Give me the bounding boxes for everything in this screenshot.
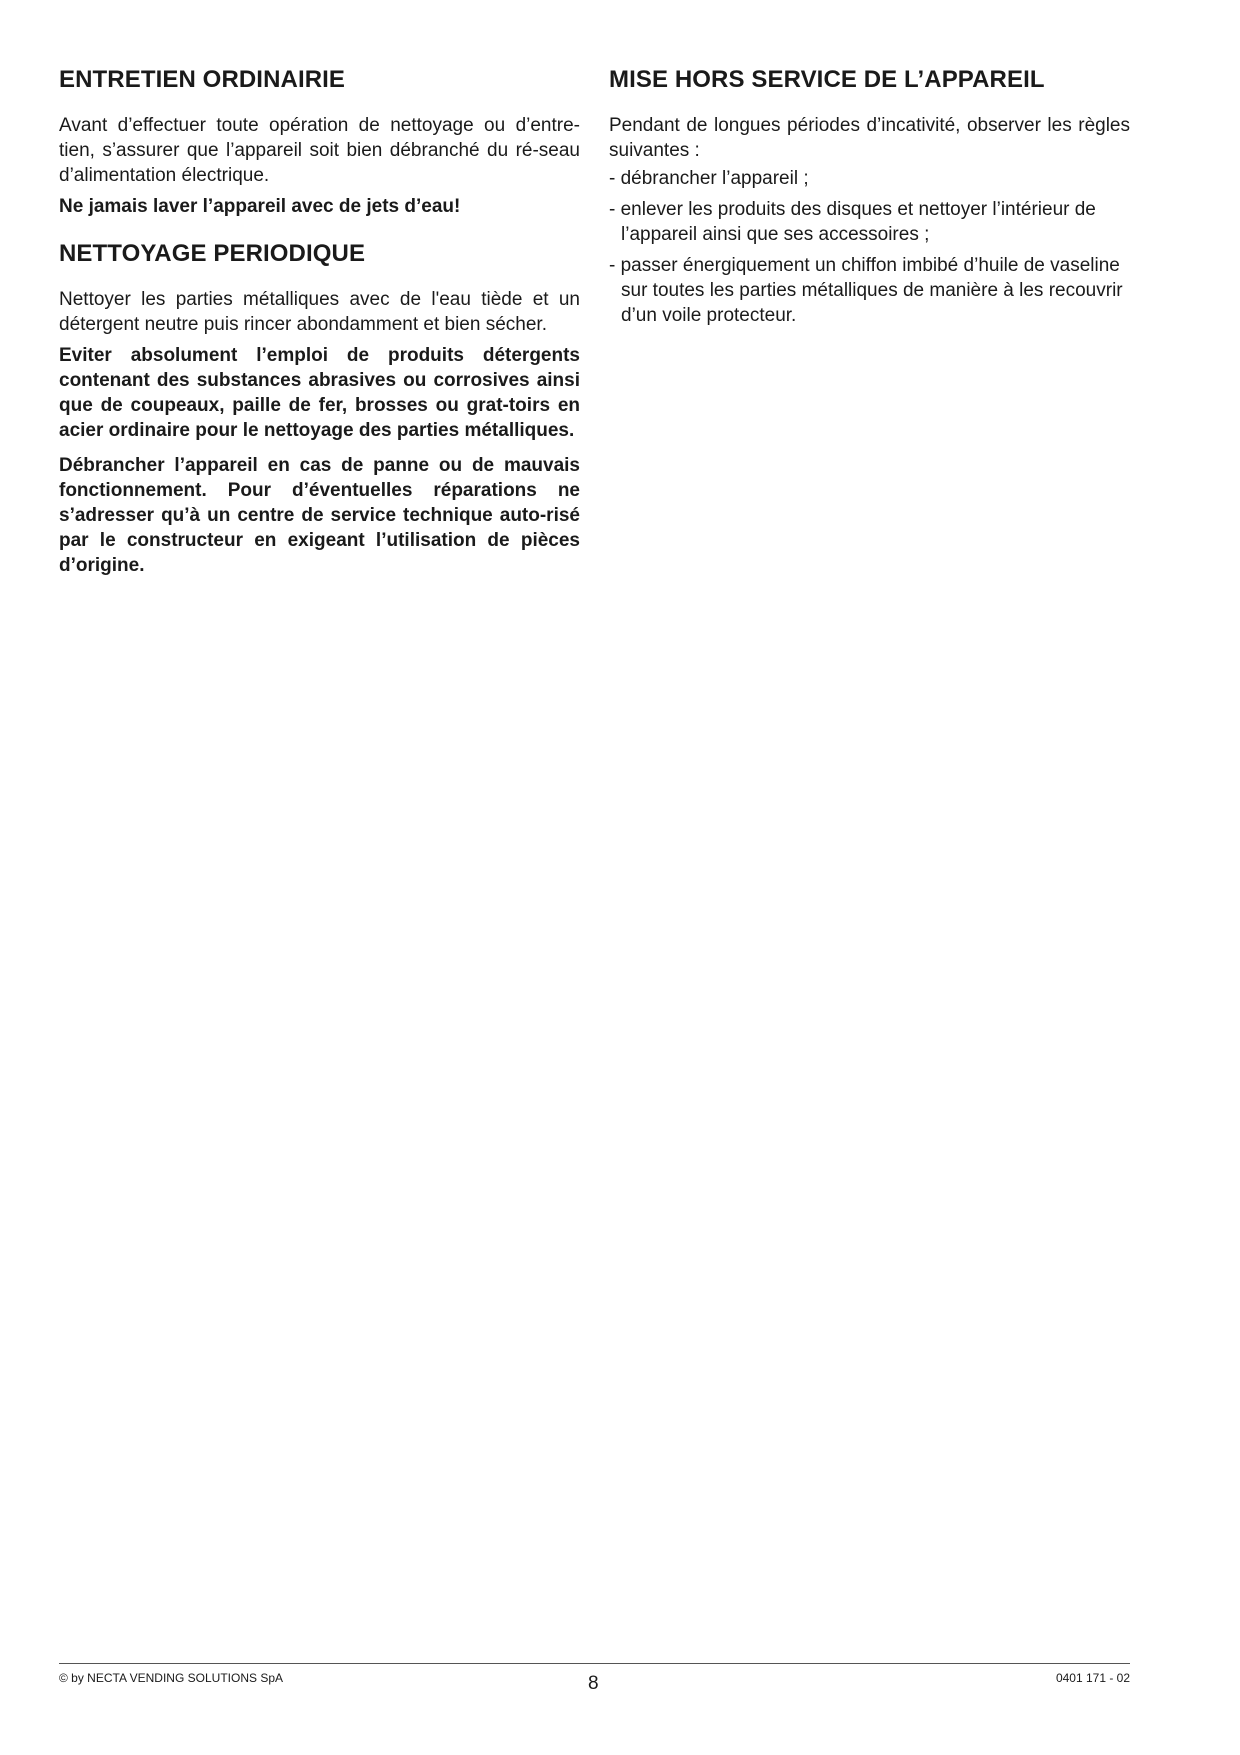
left-column (59, 66, 580, 578)
nettoyage-warning-panne: Débrancher l’appareil en cas de panne ou de mauvais fonctionnement. Pour d’éventuelles réparations ne s’adresser qu’à un centre de service technique auto-risé par le constructeur en exigeant l’utilisation de pièces d’origine. (59, 455, 580, 576)
list-item: - passer énergiquement un chiffon imbibé d’huile de vaseline sur toutes les parties métalliques de manière à les recouvrir d’un voile protecteur. (609, 255, 1123, 326)
list-item: - enlever les produits des disques et nettoyer l’intérieur de l’appareil ainsi que ses accessoires ; (609, 199, 1096, 245)
mise-hors-service-list (609, 166, 1130, 328)
footer-divider (59, 1663, 1130, 1664)
entretien-warning: Ne jamais laver l’appareil avec de jets d’eau! (59, 196, 461, 217)
entretien-paragraph: Avant d’effectuer toute opération de nettoyage ou d’entre-tien, s’assurer que l’appareil soit bien débranché du ré-seau d’alimentation électrique. (59, 115, 580, 186)
footer-doc-code: 0401 171 - 02 (1055, 1671, 1130, 1685)
list-item: - débrancher l’appareil ; (609, 168, 809, 189)
section-heading-entretien: ENTRETIEN ORDINAIRIE (59, 66, 346, 93)
nettoyage-paragraph: Nettoyer les parties métalliques avec de l'eau tiède et un détergent neutre puis rincer abondamment et bien sécher. (59, 289, 580, 335)
footer-copyright: © by NECTA VENDING SOLUTIONS SpA (59, 1671, 284, 1685)
section-heading-mise-hors-service: MISE HORS SERVICE DE L’APPAREIL (609, 66, 1045, 93)
page-number: 8 (588, 1673, 599, 1694)
right-column (609, 66, 1130, 328)
mise-hors-service-intro: Pendant de longues périodes d’incativité, observer les règles suivantes : (609, 115, 1130, 161)
section-heading-nettoyage: NETTOYAGE PERIODIQUE (59, 240, 366, 267)
nettoyage-warning-abrasives: Eviter absolument l’emploi de produits détergents contenant des substances abrasives ou corrosives ainsi que de coupeaux, paille de fer, brosses ou grat-toirs en acier ordinaire pour le nettoyage des parties métalliques. (59, 345, 580, 441)
